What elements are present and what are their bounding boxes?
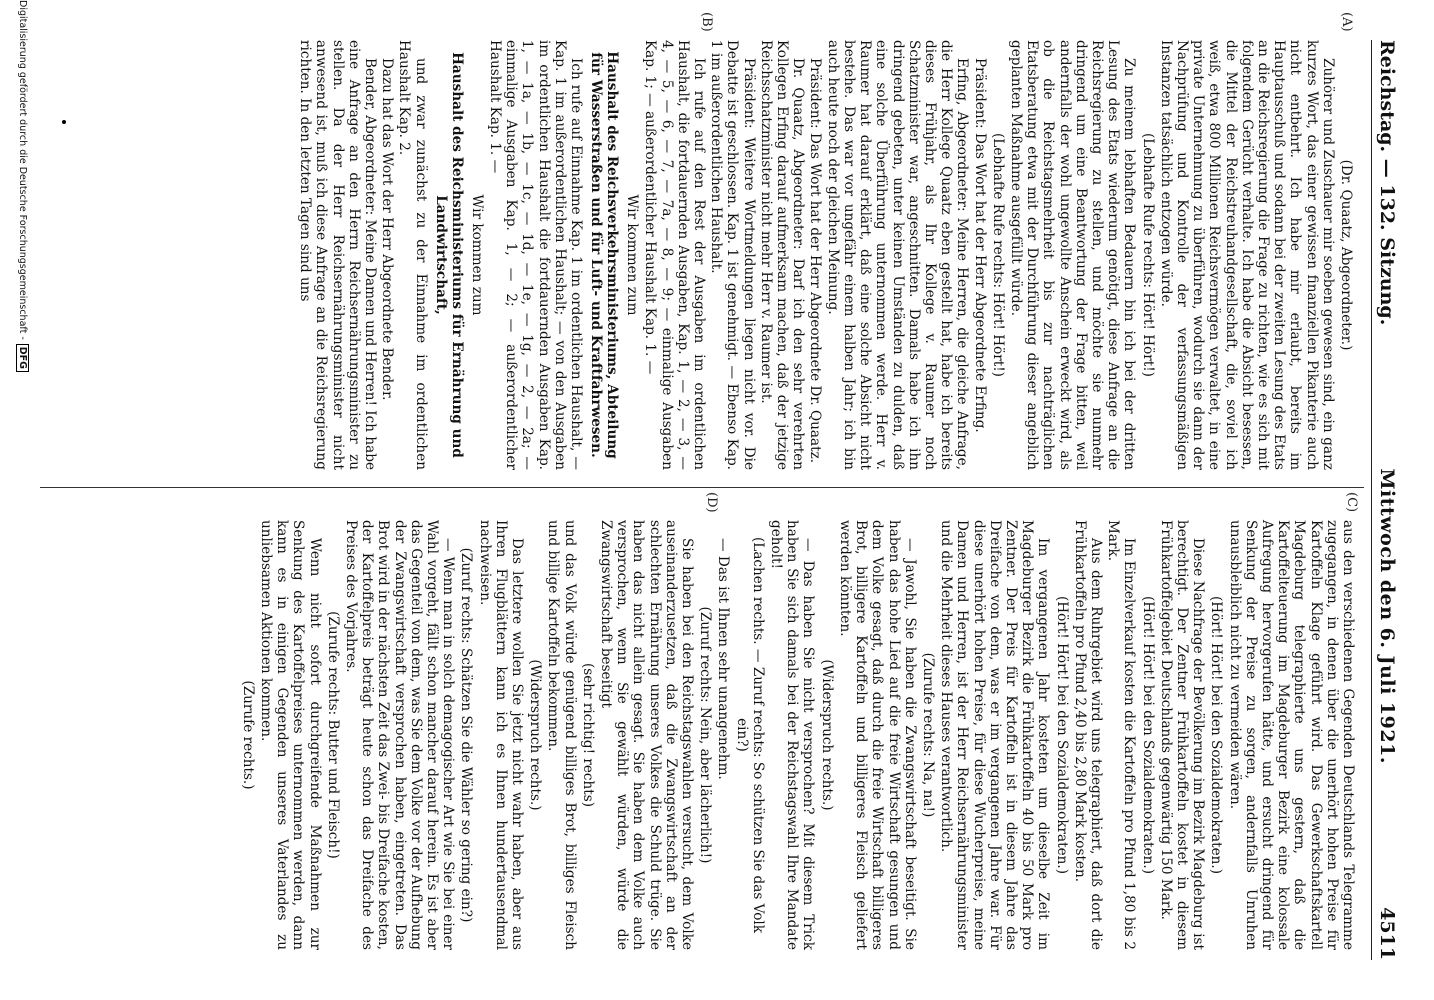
paragraph: und zwar zunächst zu der Einnahme im ordentlichen Haushalt Kap. 2.	[396, 40, 429, 470]
interjection: (Lachen rechts. — Zuruf rechts: So schützen Sie das Volk ein?)	[733, 536, 766, 934]
left-column	[296, 40, 1356, 470]
interjection: (Lebhafte Rufe rechts: Hört! Hört!)	[989, 133, 1006, 377]
margin-marker-c: (C)	[1344, 492, 1359, 513]
paragraph: aus den verschiedenen Gegenden Deutschlands Telegramme zugegangen, in denen über die unerhört hohen Preise für Kartoffeln Klage geführt wird. Das Gewerkschaftskartell Magdeburg telegraphierte uns gestern, daß die Kartoffelteuerung im Magdeburger Bezirk eine kolossale Aufregung hervorgerufen hätte, und ersucht dringend für Senkung der Preise zu sorgen, andernfalls Unruhen unausbleiblich nicht zu vermeiden wären.	[1226, 520, 1356, 950]
column-divider	[40, 487, 1364, 488]
interjection: (Widerspruch rechts.)	[527, 659, 544, 811]
interjection: (Zurufe rechts: Butter und Fleisch!)	[324, 611, 341, 859]
margin-marker-b: (B)	[699, 12, 714, 32]
margin-marker-a: (A)	[1339, 12, 1354, 32]
interjection: (Zurufe rechts: Na, na!)	[919, 652, 936, 818]
page-header	[1371, 40, 1402, 960]
interjection: (Hört! Hört! bei den Sozialdemokraten.)	[1208, 595, 1225, 875]
digitization-credit	[16, 0, 29, 1000]
header-date: Mittwoch den 6. Juli 1921.	[1376, 468, 1398, 764]
interjection: (Widerspruch rechts.)	[818, 659, 835, 811]
paragraph: Zu meinem lebhaften Bedauern bin ich bei der dritten Lesung des Etats wiederum genötigt, diese Anfrage an die Reichsregierung zu stellen, und möchte sie nunmehr dringend um eine Beantwortung der Frage bitten, weil andernfalls der wohl ungewollte Anschein erweckt wird, als ob die Reichstagsmehrheit bis zur nachträglichen Etatsberatung etwa mit der Durchführung dieser angeblich geplanten Maßnahme ausgefüllt würde.	[1007, 40, 1138, 470]
interjection: (sehr richtig! rechts)	[579, 662, 596, 808]
header-left: Reichstag. — 132. Sitzung.	[1376, 40, 1398, 326]
paragraph: Bender, Abgeordneter: Meine Damen und Herren! Ich habe eine Anfrage an den Herrn Reichsernährungsminister zu stellen. Da der Herr Reichsernährungsminister nicht anwesend ist, muß ich diese Anfrage an die Reichsregierung richten. In den letzten Tagen sind uns	[297, 40, 379, 470]
paragraph: Wenn nicht sofort durchgreifende Maßnahmen zur Senkung des Kartoffelpreises unternommen werden, dann kann es in einigen Gegenden unseres Vaterlandes zu unliebsamen Aktionen kommen.	[258, 520, 323, 950]
paragraph: Präsident: Das Wort hat der Herr Abgeordnete Dr. Quaatz.	[807, 58, 824, 464]
paragraph: und das Volk würde genügend billiges Brot, billiges Fleisch und billige Kartoffeln bekommen.	[545, 520, 578, 950]
paragraph: Sie haben bei den Reichstagswahlen versucht, dem Volke auseinanderzusetzen, daß die Zwangswirtschaft an der schlechten Ernährung unseres Volkes die Schuld trüge. Sie haben das nicht allein gesagt. Sie haben dem Volke auch versprochen, wenn Sie gewählt würden, würde die Zwangswirtschaft beseitigt	[598, 520, 696, 950]
interjection: (Zuruf rechts: Nein, aber lächerlich!)	[697, 606, 714, 864]
paragraph: Im Einzelverkauf kosten die Kartoffeln pro Pfund 1,80 bis 2 Mark.	[1105, 520, 1138, 950]
paragraph: — Das haben Sie nicht versprochen? Mit diesem Trick haben Sie sich damals bei der Reichstagswahl Ihre Mandate geholt!	[768, 520, 817, 950]
transition-line: Wir kommen zum	[468, 194, 485, 316]
paragraph: Ich rufe auf den Rest der Ausgaben im ordentlichen Haushalt, die fortdauernden Ausgaben, Kap. 1, — 2, — 3, — 4, — 5, — 6, — 7, — 7a, — 8, — 9; — einmalige Ausgaben Kap. 1; — außerordentlicher Haushalt Kap. 1. —	[642, 40, 708, 470]
speaker-continuation: (Dr. Quaatz, Abgeordneter.)	[1338, 159, 1354, 351]
paragraph: Aus dem Ruhrgebiet wird uns telegraphiert, daß dort die Frühkartoffeln pro Pfund 2,40 bis 2,80 Mark kosten.	[1071, 520, 1104, 950]
paragraph: — Wenn man in solch demagogischer Art wie Sie bei einer Wahl vorgeht, fällt schon mancher darauf herein. Es ist aber das Gegenteil von dem, was Sie dem Volke vor der Aufhebung der Zwangswirtschaft versprochen haben, eingetreten. Das Brot wird in der nächsten Zeit das Zwei- bis Dreifache kosten, der Kartoffelpreis beträgt heute schon das Dreifache des Preises des Vorjahres.	[343, 520, 457, 950]
credit-text: Digitalisierung gefördert durch die Deutsche Forschungsgemeinschaft -	[17, 0, 28, 340]
page-number: 4511	[1376, 907, 1398, 960]
paragraph: Dazu hat das Wort der Herr Abgeordnete Bender.	[379, 58, 396, 401]
ink-dot	[62, 120, 66, 124]
interjection: (Zuruf rechts: Schätzen Sie die Wähler so gering ein?)	[458, 547, 475, 923]
interjection: (Hört! Hört! bei den Sozialdemokraten.)	[1053, 595, 1070, 875]
margin-marker-d: (D)	[704, 492, 719, 513]
paragraph: — Das ist Ihnen sehr unangenehm.	[715, 538, 732, 780]
section-title: Haushalt des Reichsministeriums für Ernährung und Landwirtschaft,	[432, 52, 465, 458]
paragraph: Erfing, Abgeordneter: Meine Herren, die gleiche Anfrage, die Herr Kollege Quaatz eben gestellt hat, habe ich bereits dieses Frühjahr, als Ihr Kollege v. Raumer noch Schatzminister war, angeschnitten. Damals habe ich ihn dringend gebeten, unter keinen Umständen zu dulden, daß eine solche Überführung unternommen werde. Herr v. Raumer hat darauf erklärt, daß eine solche Absicht nicht bestehe. Das war vor ungefähr einem halben Jahr; ich bin auch heute noch der gleichen Meinung.	[824, 40, 971, 470]
right-column	[238, 520, 1356, 950]
transition-line: Wir kommen zum	[624, 194, 641, 316]
interjection: (Lebhafte Rufe rechts: Hört! Hört!)	[1139, 133, 1156, 377]
paragraph: Ich rufe auf Einnahme Kap. 1 im ordentlichen Haushalt, — Kap. 1 im außerordentlichen Haushalt; — von den Ausgaben im ordentlichen Haushalt die fortdauernden Ausgaben Kap. 1, — 1a, — 1b, — 1c, — 1d, — 1e, — 1g, — 2, — 2a; — einmalige Ausgaben Kap. 1, — 2; — außerordentlicher Haushalt Kap. 1. —	[487, 40, 585, 470]
dfg-logo: DFG	[16, 344, 29, 372]
paragraph: Diese Nachfrage der Bevölkerung im Bezirk Magdeburg ist berechtigt. Der Zentner Frühkartoffeln kostet in diesem Frühkartoffelgebiet Deutschlands gegenwärtig 150 Mark.	[1157, 520, 1207, 950]
interjection: (Hört! Hört! bei den Sozialdemokraten.)	[1139, 595, 1156, 875]
paragraph: Dr. Quaatz, Abgeordneter: Darf ich den sehr verehrten Kollegen Erfing darauf aufmerksam machen, daß der jetzige Reichsschatzminister nicht mehr Herr v. Raumer ist.	[757, 40, 807, 470]
interjection: (Zurufe rechts.)	[239, 680, 256, 790]
paragraph: — Jawohl, Sie haben die Zwangswirtschaft beseitigt. Sie haben das hohe Lied auf die freie Wirtschaft gesungen und dem Volke gesagt, daß durch die freie Wirtschaft billigeres Brot, billigere Kartoffeln und billigeres Fleisch geliefert werden könnten.	[836, 520, 918, 950]
paragraph: Zuhörer und Zuschauer mir soeben gewesen sind, ein ganz kurzes Wort, das einer gewissen finanziellen Pikanterie auch nicht entbehrt. Ich habe mir erlaubt, bereits im Hauptausschuß und sodann bei der zweiten Lesung des Etats an die Reichsregierung die Frage zu richten, wie es sich mit folgendem Gerücht verhalte. Ich habe die Absicht besessen, die Mittel der Reichstreuhandgesellschaft, die, soviel ich weiß, etwa 800 Millionen Reichsvermögen verwaltet, in eine private Unternehmung zu überführen, wodurch sie dann der Nachprüfung und Kontrolle der verfassungsmäßigen Instanzen tatsächlich entzogen würde.	[1157, 40, 1336, 470]
paragraph: Das letztere wollen Sie jetzt nicht wahr haben, aber aus Ihren Flugblättern kann ich es Ihnen hundertausendmal nachweisen.	[476, 520, 526, 950]
section-title: Haushalt des Reichsverkehrsministeriums, Abteilung für Wasserstraßen und für Luft- und Kraftfahrwesen.	[588, 51, 621, 459]
paragraph: Präsident: Das Wort hat der Herr Abgeordnete Erfing.	[971, 58, 988, 433]
paragraph: Im vergangenen Jahr kosteten um dieselbe Zeit im Magdeburger Bezirk die Frühkartoffeln 40 bis 50 Mark pro Zentner. Der Preis für Kartoffeln ist in diesem Jahre das Dreifache von dem, was er im vergangenen Jahre war. Für diese unerhört hohen Preise, für diese Wucherpreise, meine Damen und Herren, ist der Herr Reichsernährungsminister und die Mehrheit dieses Hauses verantwortlich.	[938, 520, 1052, 950]
paragraph: Präsident: Weitere Wortmeldungen liegen nicht vor. Die Debatte ist geschlossen. Kap. 1 ist genehmigt. — Ebenso Kap. 1 im außerordentlichen Haushalt.	[708, 40, 757, 470]
